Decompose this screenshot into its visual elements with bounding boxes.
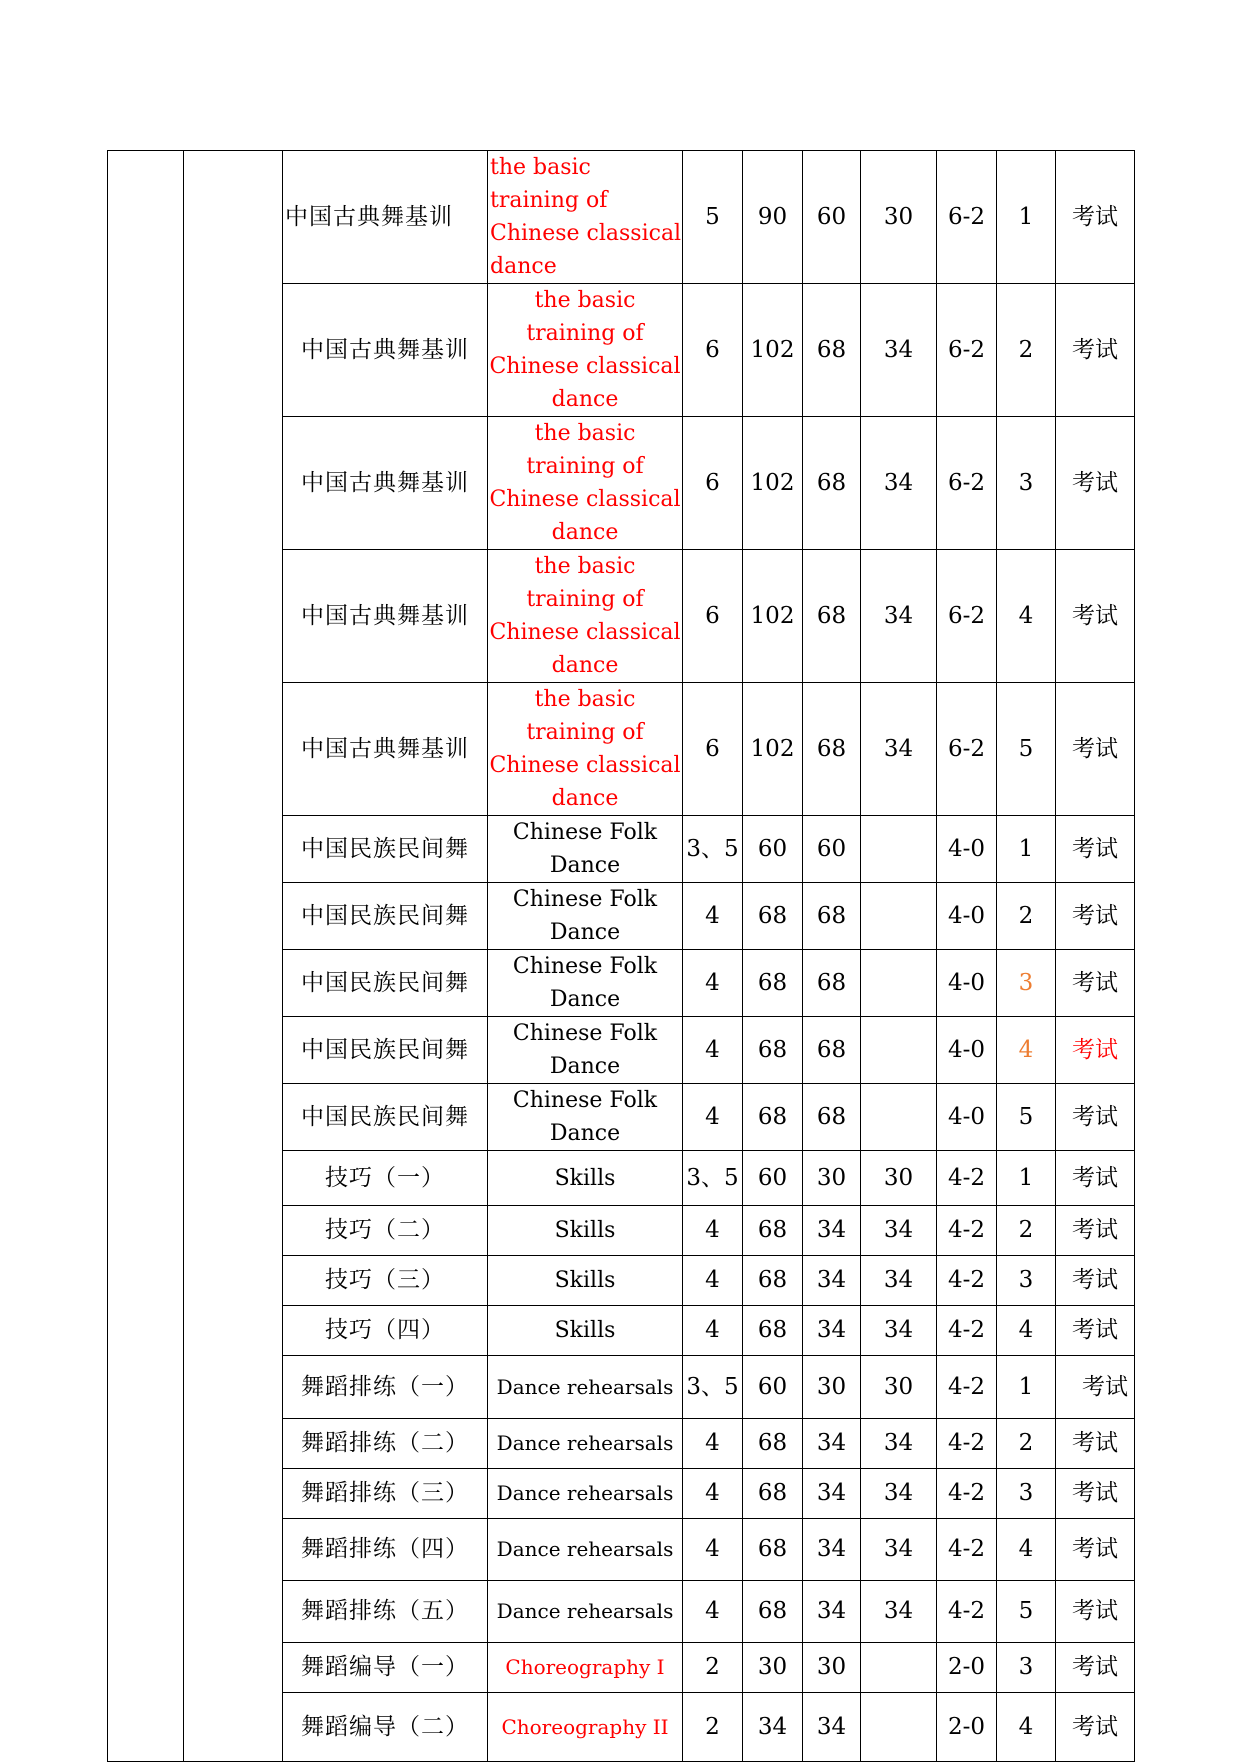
course-name-zh: 中国民族民间舞 bbox=[283, 816, 488, 883]
course-name-en: the basic training of Chinese classical dance bbox=[488, 417, 683, 550]
course-name-zh: 中国民族民间舞 bbox=[283, 1017, 488, 1084]
course-name-zh: 舞蹈编导（二） bbox=[283, 1693, 488, 1762]
total-hours: 34 bbox=[743, 1693, 803, 1762]
course-name-en: the basic training of Chinese classical dance bbox=[488, 151, 683, 284]
total-hours: 68 bbox=[743, 1017, 803, 1084]
practice-hours: 34 bbox=[803, 1256, 861, 1306]
theory-hours: 34 bbox=[861, 683, 937, 816]
table-row bbox=[108, 151, 1135, 284]
assessment: 考试 bbox=[1056, 151, 1135, 284]
credits: 6 bbox=[683, 550, 743, 683]
practice-hours: 34 bbox=[803, 1469, 861, 1519]
practice-hours: 34 bbox=[803, 1306, 861, 1356]
course-name-zh: 舞蹈排练（四） bbox=[283, 1519, 488, 1581]
course-name-en: Dance rehearsals bbox=[488, 1581, 683, 1643]
credits: 3、5 bbox=[683, 1151, 743, 1206]
practice-hours: 30 bbox=[803, 1356, 861, 1419]
course-name-en: Chinese Folk Dance bbox=[488, 950, 683, 1017]
practice-hours: 68 bbox=[803, 950, 861, 1017]
total-hours: 102 bbox=[743, 683, 803, 816]
assessment: 考试 bbox=[1056, 1206, 1135, 1256]
theory-hours: 34 bbox=[861, 284, 937, 417]
semester: 1 bbox=[997, 151, 1056, 284]
semester: 3 bbox=[997, 1643, 1056, 1693]
course-name-en: Skills bbox=[488, 1256, 683, 1306]
semester: 2 bbox=[997, 284, 1056, 417]
weekly-hours: 4-2 bbox=[937, 1356, 997, 1419]
semester: 1 bbox=[997, 1356, 1056, 1419]
course-name-en: Chinese Folk Dance bbox=[488, 816, 683, 883]
theory-hours bbox=[861, 1693, 937, 1762]
theory-hours: 34 bbox=[861, 1469, 937, 1519]
semester: 4 bbox=[997, 1693, 1056, 1762]
practice-hours: 34 bbox=[803, 1693, 861, 1762]
semester: 2 bbox=[997, 883, 1056, 950]
assessment: 考试 bbox=[1056, 1256, 1135, 1306]
theory-hours: 34 bbox=[861, 1581, 937, 1643]
weekly-hours: 6-2 bbox=[937, 683, 997, 816]
practice-hours: 34 bbox=[803, 1206, 861, 1256]
course-name-zh: 舞蹈排练（五） bbox=[283, 1581, 488, 1643]
semester: 1 bbox=[997, 1151, 1056, 1206]
semester: 3 bbox=[997, 950, 1056, 1017]
total-hours: 102 bbox=[743, 284, 803, 417]
practice-hours: 68 bbox=[803, 550, 861, 683]
assessment: 考试 bbox=[1056, 284, 1135, 417]
theory-hours: 34 bbox=[861, 1306, 937, 1356]
category-cell bbox=[108, 151, 184, 1762]
total-hours: 68 bbox=[743, 1306, 803, 1356]
semester: 3 bbox=[997, 1469, 1056, 1519]
semester: 5 bbox=[997, 1581, 1056, 1643]
course-table bbox=[107, 150, 1135, 1762]
course-name-en: Dance rehearsals bbox=[488, 1419, 683, 1469]
weekly-hours: 4-2 bbox=[937, 1206, 997, 1256]
weekly-hours: 4-2 bbox=[937, 1419, 997, 1469]
course-name-en: Chinese Folk Dance bbox=[488, 883, 683, 950]
assessment: 考试 bbox=[1056, 816, 1135, 883]
total-hours: 60 bbox=[743, 1151, 803, 1206]
semester: 1 bbox=[997, 816, 1056, 883]
course-name-zh: 中国古典舞基训 bbox=[283, 151, 488, 284]
credits: 6 bbox=[683, 683, 743, 816]
course-name-zh: 技巧（四） bbox=[283, 1306, 488, 1356]
course-name-zh: 舞蹈排练（三） bbox=[283, 1469, 488, 1519]
practice-hours: 68 bbox=[803, 417, 861, 550]
course-name-zh: 舞蹈排练（二） bbox=[283, 1419, 488, 1469]
theory-hours: 30 bbox=[861, 1151, 937, 1206]
total-hours: 68 bbox=[743, 1519, 803, 1581]
credits: 4 bbox=[683, 1581, 743, 1643]
course-name-en: Skills bbox=[488, 1206, 683, 1256]
credits: 4 bbox=[683, 1469, 743, 1519]
credits: 5 bbox=[683, 151, 743, 284]
practice-hours: 34 bbox=[803, 1581, 861, 1643]
assessment: 考试 bbox=[1056, 950, 1135, 1017]
practice-hours: 34 bbox=[803, 1419, 861, 1469]
credits: 2 bbox=[683, 1643, 743, 1693]
practice-hours: 30 bbox=[803, 1151, 861, 1206]
theory-hours bbox=[861, 816, 937, 883]
total-hours: 68 bbox=[743, 1206, 803, 1256]
course-name-en: the basic training of Chinese classical dance bbox=[488, 550, 683, 683]
assessment: 考试 bbox=[1056, 683, 1135, 816]
theory-hours bbox=[861, 1084, 937, 1151]
course-name-en: Skills bbox=[488, 1306, 683, 1356]
assessment: 考试 bbox=[1056, 417, 1135, 550]
total-hours: 90 bbox=[743, 151, 803, 284]
credits: 4 bbox=[683, 1206, 743, 1256]
assessment: 考试 bbox=[1056, 1469, 1135, 1519]
course-name-zh: 技巧（三） bbox=[283, 1256, 488, 1306]
total-hours: 68 bbox=[743, 1419, 803, 1469]
total-hours: 68 bbox=[743, 1256, 803, 1306]
course-name-en: Dance rehearsals bbox=[488, 1356, 683, 1419]
course-name-zh: 中国民族民间舞 bbox=[283, 1084, 488, 1151]
practice-hours: 68 bbox=[803, 883, 861, 950]
assessment: 考试 bbox=[1056, 1017, 1135, 1084]
assessment: 考试 bbox=[1056, 883, 1135, 950]
course-name-en: the basic training of Chinese classical dance bbox=[488, 284, 683, 417]
semester: 4 bbox=[997, 1519, 1056, 1581]
course-name-zh: 中国民族民间舞 bbox=[283, 950, 488, 1017]
credits: 6 bbox=[683, 417, 743, 550]
semester: 3 bbox=[997, 417, 1056, 550]
semester: 4 bbox=[997, 550, 1056, 683]
weekly-hours: 6-2 bbox=[937, 151, 997, 284]
course-name-zh: 舞蹈编导（一） bbox=[283, 1643, 488, 1693]
total-hours: 60 bbox=[743, 1356, 803, 1419]
semester: 4 bbox=[997, 1306, 1056, 1356]
theory-hours: 30 bbox=[861, 1356, 937, 1419]
subcategory-cell bbox=[184, 151, 283, 1762]
assessment: 考试 bbox=[1056, 1306, 1135, 1356]
semester: 2 bbox=[997, 1419, 1056, 1469]
total-hours: 102 bbox=[743, 417, 803, 550]
assessment: 考试 bbox=[1056, 1084, 1135, 1151]
credits: 4 bbox=[683, 1306, 743, 1356]
semester: 5 bbox=[997, 683, 1056, 816]
weekly-hours: 4-2 bbox=[937, 1519, 997, 1581]
assessment: 考试 bbox=[1056, 1356, 1135, 1419]
course-name-zh: 中国古典舞基训 bbox=[283, 550, 488, 683]
theory-hours: 34 bbox=[861, 1256, 937, 1306]
semester: 5 bbox=[997, 1084, 1056, 1151]
total-hours: 60 bbox=[743, 816, 803, 883]
course-name-en: Skills bbox=[488, 1151, 683, 1206]
weekly-hours: 4-0 bbox=[937, 883, 997, 950]
practice-hours: 60 bbox=[803, 816, 861, 883]
practice-hours: 34 bbox=[803, 1519, 861, 1581]
total-hours: 68 bbox=[743, 950, 803, 1017]
theory-hours: 30 bbox=[861, 151, 937, 284]
course-name-en: Chinese Folk Dance bbox=[488, 1017, 683, 1084]
total-hours: 102 bbox=[743, 550, 803, 683]
credits: 4 bbox=[683, 1017, 743, 1084]
assessment: 考试 bbox=[1056, 1151, 1135, 1206]
course-name-en: Dance rehearsals bbox=[488, 1519, 683, 1581]
credits: 3、5 bbox=[683, 816, 743, 883]
total-hours: 68 bbox=[743, 883, 803, 950]
theory-hours: 34 bbox=[861, 417, 937, 550]
practice-hours: 68 bbox=[803, 284, 861, 417]
practice-hours: 30 bbox=[803, 1643, 861, 1693]
weekly-hours: 4-0 bbox=[937, 816, 997, 883]
course-name-zh: 技巧（一） bbox=[283, 1151, 488, 1206]
weekly-hours: 4-2 bbox=[937, 1581, 997, 1643]
practice-hours: 60 bbox=[803, 151, 861, 284]
assessment: 考试 bbox=[1056, 1419, 1135, 1469]
theory-hours bbox=[861, 1643, 937, 1693]
theory-hours: 34 bbox=[861, 1206, 937, 1256]
course-name-en: Chinese Folk Dance bbox=[488, 1084, 683, 1151]
credits: 6 bbox=[683, 284, 743, 417]
weekly-hours: 4-0 bbox=[937, 950, 997, 1017]
weekly-hours: 6-2 bbox=[937, 550, 997, 683]
theory-hours bbox=[861, 883, 937, 950]
theory-hours bbox=[861, 950, 937, 1017]
weekly-hours: 4-2 bbox=[937, 1151, 997, 1206]
course-name-en: Choreography I bbox=[488, 1643, 683, 1693]
weekly-hours: 4-2 bbox=[937, 1306, 997, 1356]
course-name-zh: 舞蹈排练（一） bbox=[283, 1356, 488, 1419]
weekly-hours: 4-2 bbox=[937, 1469, 997, 1519]
credits: 3、5 bbox=[683, 1356, 743, 1419]
semester: 4 bbox=[997, 1017, 1056, 1084]
weekly-hours: 6-2 bbox=[937, 284, 997, 417]
credits: 4 bbox=[683, 1519, 743, 1581]
credits: 4 bbox=[683, 1256, 743, 1306]
weekly-hours: 2-0 bbox=[937, 1643, 997, 1693]
practice-hours: 68 bbox=[803, 1017, 861, 1084]
weekly-hours: 4-2 bbox=[937, 1256, 997, 1306]
total-hours: 68 bbox=[743, 1084, 803, 1151]
assessment: 考试 bbox=[1056, 1519, 1135, 1581]
theory-hours bbox=[861, 1017, 937, 1084]
weekly-hours: 2-0 bbox=[937, 1693, 997, 1762]
credits: 2 bbox=[683, 1693, 743, 1762]
credits: 4 bbox=[683, 1419, 743, 1469]
course-name-en: Dance rehearsals bbox=[488, 1469, 683, 1519]
practice-hours: 68 bbox=[803, 1084, 861, 1151]
weekly-hours: 4-0 bbox=[937, 1084, 997, 1151]
total-hours: 68 bbox=[743, 1469, 803, 1519]
course-name-zh: 中国古典舞基训 bbox=[283, 417, 488, 550]
practice-hours: 68 bbox=[803, 683, 861, 816]
course-name-zh: 技巧（二） bbox=[283, 1206, 488, 1256]
credits: 4 bbox=[683, 950, 743, 1017]
credits: 4 bbox=[683, 1084, 743, 1151]
total-hours: 30 bbox=[743, 1643, 803, 1693]
assessment: 考试 bbox=[1056, 1581, 1135, 1643]
course-name-zh: 中国民族民间舞 bbox=[283, 883, 488, 950]
semester: 3 bbox=[997, 1256, 1056, 1306]
assessment: 考试 bbox=[1056, 1693, 1135, 1762]
theory-hours: 34 bbox=[861, 1519, 937, 1581]
theory-hours: 34 bbox=[861, 550, 937, 683]
credits: 4 bbox=[683, 883, 743, 950]
course-name-zh: 中国古典舞基训 bbox=[283, 284, 488, 417]
theory-hours: 34 bbox=[861, 1419, 937, 1469]
weekly-hours: 4-0 bbox=[937, 1017, 997, 1084]
assessment: 考试 bbox=[1056, 550, 1135, 683]
course-name-en: Choreography II bbox=[488, 1693, 683, 1762]
semester: 2 bbox=[997, 1206, 1056, 1256]
course-name-en: the basic training of Chinese classical dance bbox=[488, 683, 683, 816]
weekly-hours: 6-2 bbox=[937, 417, 997, 550]
total-hours: 68 bbox=[743, 1581, 803, 1643]
assessment: 考试 bbox=[1056, 1643, 1135, 1693]
course-name-zh: 中国古典舞基训 bbox=[283, 683, 488, 816]
